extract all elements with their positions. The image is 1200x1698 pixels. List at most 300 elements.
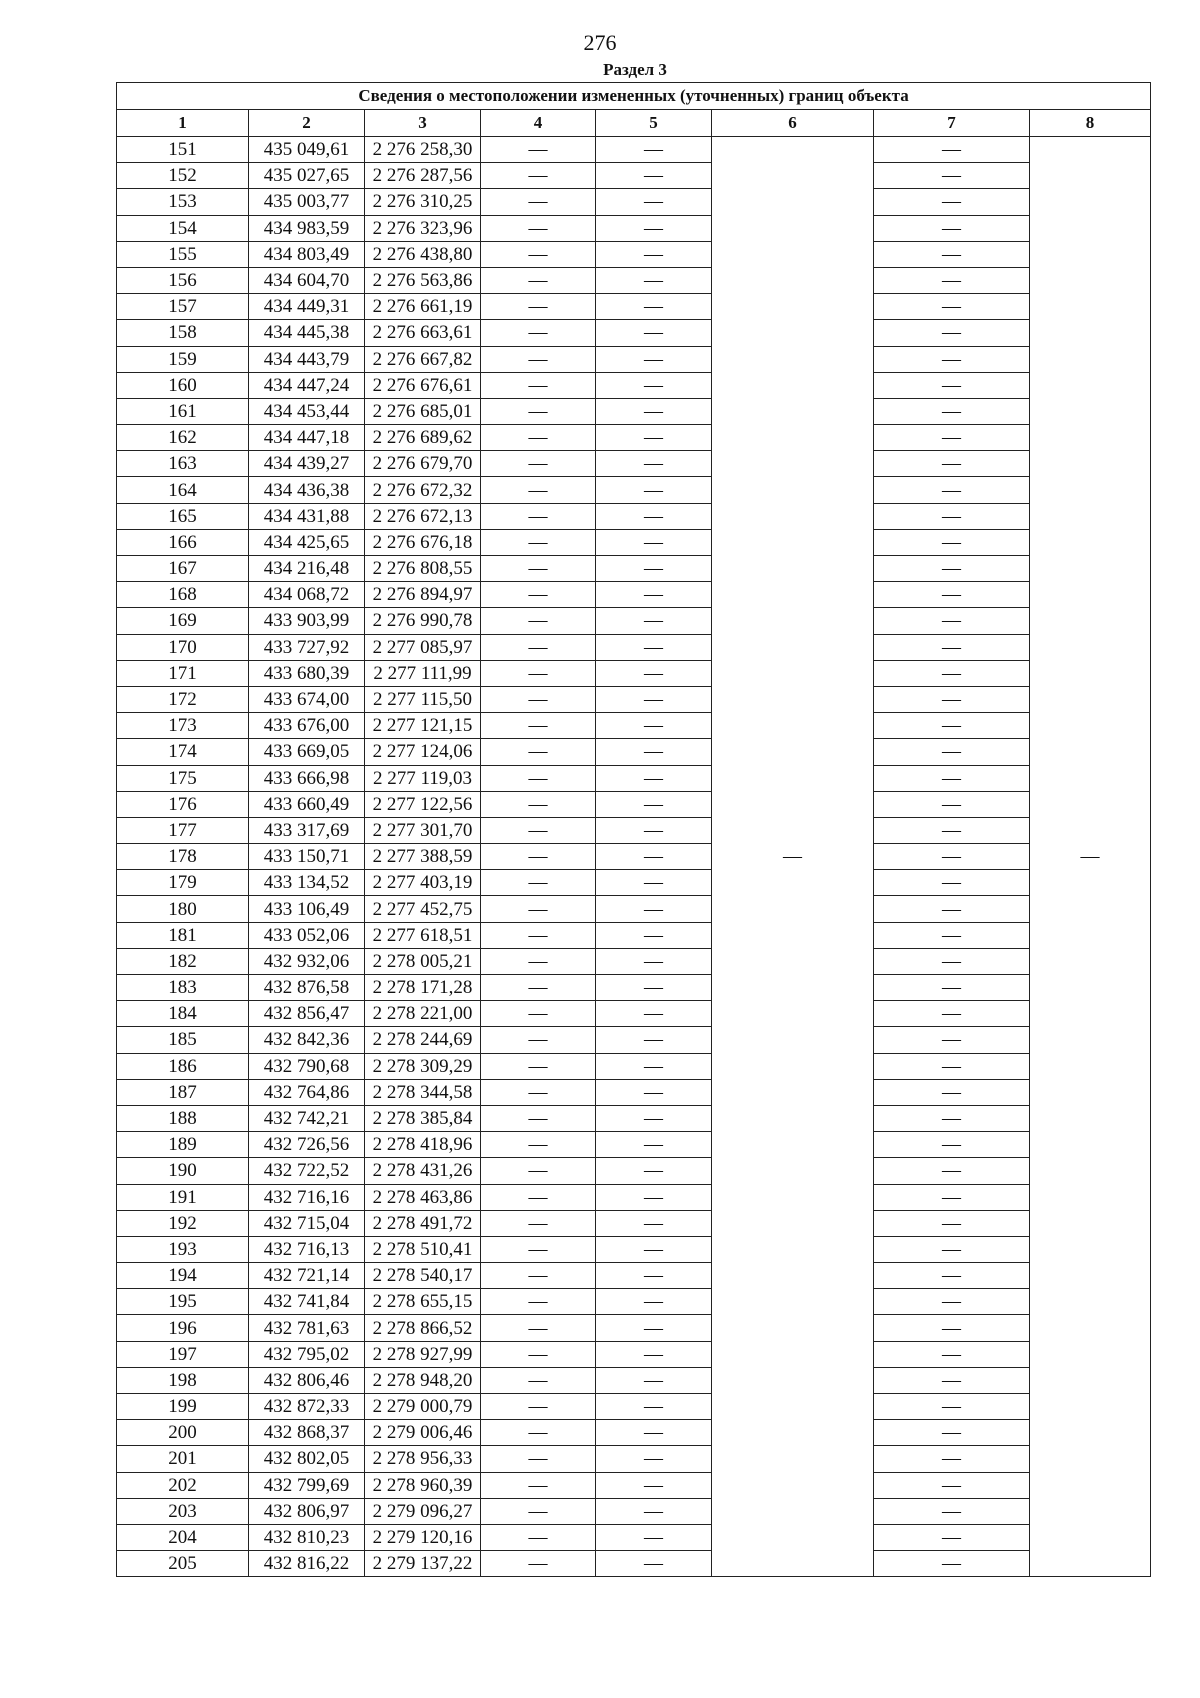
y-coordinate-cell: 2 277 124,06 [365, 739, 481, 765]
column-5-cell: — [596, 1315, 712, 1341]
table-row [117, 1498, 1151, 1524]
y-coordinate-cell: 2 276 676,18 [365, 529, 481, 555]
column-header-8: 8 [1030, 110, 1151, 137]
x-coordinate-cell: 432 764,86 [249, 1079, 365, 1105]
table-row [117, 922, 1151, 948]
table-row [117, 608, 1151, 634]
y-coordinate-cell: 2 276 438,80 [365, 241, 481, 267]
column-4-cell: — [481, 1053, 596, 1079]
x-coordinate-cell: 432 868,37 [249, 1420, 365, 1446]
column-5-cell: — [596, 660, 712, 686]
column-header-3: 3 [365, 110, 481, 137]
table-row [117, 1315, 1151, 1341]
column-4-cell: — [481, 870, 596, 896]
column-7-cell: — [874, 1367, 1030, 1393]
column-5-cell: — [596, 1236, 712, 1262]
point-number-cell: 185 [117, 1027, 249, 1053]
column-7-cell: — [874, 1236, 1030, 1262]
column-4-cell: — [481, 241, 596, 267]
point-number-cell: 172 [117, 686, 249, 712]
point-number-cell: 205 [117, 1551, 249, 1577]
point-number-cell: 181 [117, 922, 249, 948]
table-row [117, 503, 1151, 529]
column-5-cell: — [596, 1551, 712, 1577]
column-4-cell: — [481, 556, 596, 582]
column-7-cell: — [874, 739, 1030, 765]
column-7-cell: — [874, 1263, 1030, 1289]
column-5-cell: — [596, 975, 712, 1001]
column-4-cell: — [481, 372, 596, 398]
x-coordinate-cell: 433 903,99 [249, 608, 365, 634]
column-5-cell: — [596, 608, 712, 634]
point-number-cell: 165 [117, 503, 249, 529]
y-coordinate-cell: 2 278 948,20 [365, 1367, 481, 1393]
column-7-cell: — [874, 1498, 1030, 1524]
y-coordinate-cell: 2 276 689,62 [365, 425, 481, 451]
point-number-cell: 199 [117, 1394, 249, 1420]
column-7-cell: — [874, 765, 1030, 791]
x-coordinate-cell: 432 810,23 [249, 1524, 365, 1550]
table-row [117, 294, 1151, 320]
column-7-cell: — [874, 163, 1030, 189]
point-number-cell: 187 [117, 1079, 249, 1105]
column-7-cell: — [874, 1289, 1030, 1315]
column-4-cell: — [481, 948, 596, 974]
column-7-cell: — [874, 1210, 1030, 1236]
table-row [117, 1341, 1151, 1367]
table-row [117, 346, 1151, 372]
x-coordinate-cell: 434 068,72 [249, 582, 365, 608]
y-coordinate-cell: 2 278 491,72 [365, 1210, 481, 1236]
point-number-cell: 195 [117, 1289, 249, 1315]
column-4-cell: — [481, 660, 596, 686]
column-5-cell: — [596, 791, 712, 817]
point-number-cell: 160 [117, 372, 249, 398]
column-7-cell: — [874, 346, 1030, 372]
point-number-cell: 184 [117, 1001, 249, 1027]
x-coordinate-cell: 433 317,69 [249, 817, 365, 843]
point-number-cell: 156 [117, 267, 249, 293]
x-coordinate-cell: 432 781,63 [249, 1315, 365, 1341]
table-row [117, 1001, 1151, 1027]
y-coordinate-cell: 2 277 388,59 [365, 844, 481, 870]
column-5-cell: — [596, 556, 712, 582]
y-coordinate-cell: 2 276 679,70 [365, 451, 481, 477]
table-row [117, 1132, 1151, 1158]
point-number-cell: 190 [117, 1158, 249, 1184]
column-4-cell: — [481, 713, 596, 739]
point-number-cell: 164 [117, 477, 249, 503]
x-coordinate-cell: 434 604,70 [249, 267, 365, 293]
column-4-cell: — [481, 608, 596, 634]
column-4-cell: — [481, 739, 596, 765]
column-7-cell: — [874, 1105, 1030, 1131]
table-row [117, 713, 1151, 739]
column-5-cell: — [596, 451, 712, 477]
column-4-cell: — [481, 1236, 596, 1262]
column-5-cell: — [596, 346, 712, 372]
column-5-cell: — [596, 1341, 712, 1367]
column-4-cell: — [481, 1001, 596, 1027]
column-5-cell: — [596, 372, 712, 398]
x-coordinate-cell: 433 106,49 [249, 896, 365, 922]
y-coordinate-cell: 2 278 960,39 [365, 1472, 481, 1498]
y-coordinate-cell: 2 278 956,33 [365, 1446, 481, 1472]
y-coordinate-cell: 2 278 540,17 [365, 1263, 481, 1289]
x-coordinate-cell: 434 449,31 [249, 294, 365, 320]
column-5-cell: — [596, 503, 712, 529]
y-coordinate-cell: 2 279 000,79 [365, 1394, 481, 1420]
column-5-cell: — [596, 1210, 712, 1236]
column-4-cell: — [481, 215, 596, 241]
column-7-cell: — [874, 1472, 1030, 1498]
table-row [117, 634, 1151, 660]
y-coordinate-cell: 2 276 808,55 [365, 556, 481, 582]
column-7-cell: — [874, 294, 1030, 320]
column-4-cell: — [481, 1367, 596, 1393]
column-5-cell: — [596, 1184, 712, 1210]
point-number-cell: 202 [117, 1472, 249, 1498]
column-4-cell: — [481, 634, 596, 660]
table-row [117, 739, 1151, 765]
table-row [117, 1472, 1151, 1498]
column-5-cell: — [596, 765, 712, 791]
column-4-cell: — [481, 1158, 596, 1184]
column-5-cell: — [596, 189, 712, 215]
x-coordinate-cell: 432 876,58 [249, 975, 365, 1001]
y-coordinate-cell: 2 276 990,78 [365, 608, 481, 634]
column-5-cell: — [596, 1105, 712, 1131]
column-4-cell: — [481, 975, 596, 1001]
x-coordinate-cell: 433 660,49 [249, 791, 365, 817]
column-header-2: 2 [249, 110, 365, 137]
y-coordinate-cell: 2 276 685,01 [365, 398, 481, 424]
column-4-cell: — [481, 896, 596, 922]
column-5-cell: — [596, 1079, 712, 1105]
column-7-cell: — [874, 1001, 1030, 1027]
column-7-cell: — [874, 686, 1030, 712]
x-coordinate-cell: 434 453,44 [249, 398, 365, 424]
y-coordinate-cell: 2 277 119,03 [365, 765, 481, 791]
table-row [117, 1263, 1151, 1289]
column-7-cell: — [874, 870, 1030, 896]
x-coordinate-cell: 432 795,02 [249, 1341, 365, 1367]
x-coordinate-cell: 432 741,84 [249, 1289, 365, 1315]
column-7-cell: — [874, 582, 1030, 608]
point-number-cell: 194 [117, 1263, 249, 1289]
y-coordinate-cell: 2 277 403,19 [365, 870, 481, 896]
x-coordinate-cell: 432 806,97 [249, 1498, 365, 1524]
point-number-cell: 152 [117, 163, 249, 189]
y-coordinate-cell: 2 276 667,82 [365, 346, 481, 372]
point-number-cell: 153 [117, 189, 249, 215]
table-row [117, 1079, 1151, 1105]
column-7-cell: — [874, 1551, 1030, 1577]
section-title: Раздел 3 [603, 60, 667, 79]
x-coordinate-cell: 434 425,65 [249, 529, 365, 555]
column-7-cell: — [874, 241, 1030, 267]
column-7-cell: — [874, 267, 1030, 293]
column-4-cell: — [481, 817, 596, 843]
y-coordinate-cell: 2 278 171,28 [365, 975, 481, 1001]
y-coordinate-cell: 2 277 121,15 [365, 713, 481, 739]
column-7-cell: — [874, 948, 1030, 974]
x-coordinate-cell: 432 716,16 [249, 1184, 365, 1210]
column-5-cell: — [596, 1394, 712, 1420]
column-5-cell: — [596, 398, 712, 424]
column-7-cell: — [874, 817, 1030, 843]
table-row [117, 215, 1151, 241]
column-4-cell: — [481, 1027, 596, 1053]
column-7-cell: — [874, 1341, 1030, 1367]
y-coordinate-cell: 2 276 672,32 [365, 477, 481, 503]
table-row [117, 870, 1151, 896]
x-coordinate-cell: 434 431,88 [249, 503, 365, 529]
column-7-cell: — [874, 1394, 1030, 1420]
column-7-cell: — [874, 922, 1030, 948]
table-row [117, 189, 1151, 215]
column-header-4: 4 [481, 110, 596, 137]
column-7-cell: — [874, 791, 1030, 817]
x-coordinate-cell: 434 803,49 [249, 241, 365, 267]
column-5-cell: — [596, 1289, 712, 1315]
column-4-cell: — [481, 267, 596, 293]
column-5-cell: — [596, 739, 712, 765]
table-row [117, 1158, 1151, 1184]
x-coordinate-cell: 434 445,38 [249, 320, 365, 346]
column-7-cell: — [874, 503, 1030, 529]
column-5-cell: — [596, 948, 712, 974]
column-5-cell: — [596, 1420, 712, 1446]
column-7-cell: — [874, 1132, 1030, 1158]
column-5-cell: — [596, 922, 712, 948]
x-coordinate-cell: 433 666,98 [249, 765, 365, 791]
column-5-cell: — [596, 1524, 712, 1550]
column-5-cell: — [596, 320, 712, 346]
table-row [117, 267, 1151, 293]
column-7-cell: — [874, 896, 1030, 922]
table-row [117, 975, 1151, 1001]
column-5-cell: — [596, 294, 712, 320]
column-5-cell: — [596, 817, 712, 843]
column-5-cell: — [596, 1053, 712, 1079]
table-row [117, 1236, 1151, 1262]
table-row [117, 425, 1151, 451]
x-coordinate-cell: 432 802,05 [249, 1446, 365, 1472]
point-number-cell: 154 [117, 215, 249, 241]
column-4-cell: — [481, 1524, 596, 1550]
column-4-cell: — [481, 137, 596, 163]
table-row [117, 582, 1151, 608]
column-4-cell: — [481, 1263, 596, 1289]
column-4-cell: — [481, 425, 596, 451]
column-4-cell: — [481, 451, 596, 477]
table-row [117, 1027, 1151, 1053]
point-number-cell: 175 [117, 765, 249, 791]
column-4-cell: — [481, 1446, 596, 1472]
table-row [117, 1446, 1151, 1472]
table-row [117, 1210, 1151, 1236]
column-7-cell: — [874, 634, 1030, 660]
column-4-cell: — [481, 1079, 596, 1105]
column-5-cell: — [596, 241, 712, 267]
y-coordinate-cell: 2 276 258,30 [365, 137, 481, 163]
x-coordinate-cell: 434 983,59 [249, 215, 365, 241]
column-5-cell: — [596, 1132, 712, 1158]
x-coordinate-cell: 435 049,61 [249, 137, 365, 163]
point-number-cell: 167 [117, 556, 249, 582]
point-number-cell: 188 [117, 1105, 249, 1131]
x-coordinate-cell: 432 721,14 [249, 1263, 365, 1289]
table-row [117, 1184, 1151, 1210]
y-coordinate-cell: 2 278 244,69 [365, 1027, 481, 1053]
column-7-cell: — [874, 844, 1030, 870]
point-number-cell: 204 [117, 1524, 249, 1550]
column-4-cell: — [481, 1420, 596, 1446]
x-coordinate-cell: 432 932,06 [249, 948, 365, 974]
column-5-cell: — [596, 1158, 712, 1184]
table-row [117, 1420, 1151, 1446]
column-5-cell: — [596, 137, 712, 163]
table-row [117, 1053, 1151, 1079]
column-4-cell: — [481, 1289, 596, 1315]
x-coordinate-cell: 433 669,05 [249, 739, 365, 765]
table-row [117, 1524, 1151, 1550]
column-7-cell: — [874, 425, 1030, 451]
column-4-cell: — [481, 503, 596, 529]
column-5-cell: — [596, 1367, 712, 1393]
table-body [117, 83, 1151, 1577]
x-coordinate-cell: 433 052,06 [249, 922, 365, 948]
column-7-cell: — [874, 1027, 1030, 1053]
y-coordinate-cell: 2 278 431,26 [365, 1158, 481, 1184]
point-number-cell: 158 [117, 320, 249, 346]
column-7-cell: — [874, 1446, 1030, 1472]
column-7-cell: — [874, 608, 1030, 634]
table-row [117, 1551, 1151, 1577]
column-5-cell: — [596, 1001, 712, 1027]
x-coordinate-cell: 434 447,18 [249, 425, 365, 451]
column-7-cell: — [874, 451, 1030, 477]
y-coordinate-cell: 2 277 085,97 [365, 634, 481, 660]
column-4-cell: — [481, 765, 596, 791]
table-row [117, 896, 1151, 922]
column-4-cell: — [481, 163, 596, 189]
column-4-cell: — [481, 582, 596, 608]
column-header-row [117, 110, 1151, 137]
x-coordinate-cell: 433 727,92 [249, 634, 365, 660]
point-number-cell: 170 [117, 634, 249, 660]
y-coordinate-cell: 2 278 655,15 [365, 1289, 481, 1315]
column-5-cell: — [596, 1027, 712, 1053]
table-row [117, 1394, 1151, 1420]
column-5-cell: — [596, 425, 712, 451]
table-caption: Сведения о местоположении измененных (уточненных) границ объекта [117, 83, 1151, 110]
table-caption-row [117, 83, 1151, 110]
point-number-cell: 161 [117, 398, 249, 424]
table-row [117, 477, 1151, 503]
column-8-merged-cell: — [1030, 137, 1151, 1577]
column-5-cell: — [596, 1446, 712, 1472]
x-coordinate-cell: 432 872,33 [249, 1394, 365, 1420]
y-coordinate-cell: 2 277 111,99 [365, 660, 481, 686]
table-row [117, 817, 1151, 843]
column-4-cell: — [481, 1132, 596, 1158]
point-number-cell: 162 [117, 425, 249, 451]
table-row [117, 137, 1151, 163]
y-coordinate-cell: 2 278 309,29 [365, 1053, 481, 1079]
column-4-cell: — [481, 1341, 596, 1367]
y-coordinate-cell: 2 277 122,56 [365, 791, 481, 817]
column-7-cell: — [874, 1315, 1030, 1341]
point-number-cell: 169 [117, 608, 249, 634]
column-7-cell: — [874, 189, 1030, 215]
column-4-cell: — [481, 1210, 596, 1236]
column-4-cell: — [481, 398, 596, 424]
table-row [117, 556, 1151, 582]
column-header-1: 1 [117, 110, 249, 137]
column-5-cell: — [596, 477, 712, 503]
column-4-cell: — [481, 1394, 596, 1420]
y-coordinate-cell: 2 276 310,25 [365, 189, 481, 215]
point-number-cell: 163 [117, 451, 249, 477]
column-4-cell: — [481, 529, 596, 555]
y-coordinate-cell: 2 276 676,61 [365, 372, 481, 398]
point-number-cell: 174 [117, 739, 249, 765]
x-coordinate-cell: 433 134,52 [249, 870, 365, 896]
column-4-cell: — [481, 1105, 596, 1131]
column-7-cell: — [874, 398, 1030, 424]
column-4-cell: — [481, 320, 596, 346]
column-7-cell: — [874, 1079, 1030, 1105]
column-7-cell: — [874, 137, 1030, 163]
x-coordinate-cell: 434 439,27 [249, 451, 365, 477]
x-coordinate-cell: 433 680,39 [249, 660, 365, 686]
y-coordinate-cell: 2 278 385,84 [365, 1105, 481, 1131]
column-7-cell: — [874, 1053, 1030, 1079]
column-4-cell: — [481, 1184, 596, 1210]
column-header-6: 6 [712, 110, 874, 137]
column-7-cell: — [874, 529, 1030, 555]
y-coordinate-cell: 2 279 096,27 [365, 1498, 481, 1524]
y-coordinate-cell: 2 276 894,97 [365, 582, 481, 608]
x-coordinate-cell: 434 216,48 [249, 556, 365, 582]
page-number: 276 [583, 30, 617, 55]
column-5-cell: — [596, 896, 712, 922]
point-number-cell: 189 [117, 1132, 249, 1158]
column-7-cell: — [874, 1524, 1030, 1550]
column-4-cell: — [481, 1315, 596, 1341]
x-coordinate-cell: 434 447,24 [249, 372, 365, 398]
point-number-cell: 179 [117, 870, 249, 896]
y-coordinate-cell: 2 278 344,58 [365, 1079, 481, 1105]
column-4-cell: — [481, 1472, 596, 1498]
x-coordinate-cell: 433 676,00 [249, 713, 365, 739]
column-4-cell: — [481, 477, 596, 503]
point-number-cell: 203 [117, 1498, 249, 1524]
y-coordinate-cell: 2 278 005,21 [365, 948, 481, 974]
y-coordinate-cell: 2 277 618,51 [365, 922, 481, 948]
column-5-cell: — [596, 267, 712, 293]
x-coordinate-cell: 432 842,36 [249, 1027, 365, 1053]
x-coordinate-cell: 434 443,79 [249, 346, 365, 372]
table-row [117, 844, 1151, 870]
x-coordinate-cell: 435 003,77 [249, 189, 365, 215]
table-row [117, 398, 1151, 424]
table-row [117, 163, 1151, 189]
column-5-cell: — [596, 1472, 712, 1498]
column-7-cell: — [874, 215, 1030, 241]
